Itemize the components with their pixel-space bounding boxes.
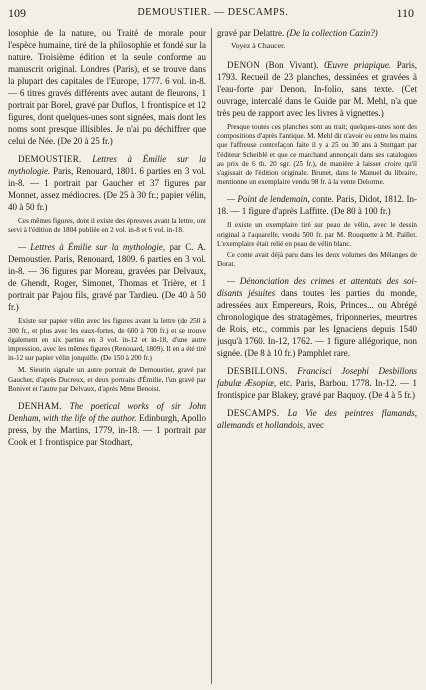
entry-details: par C. A. Demoustier. Paris, Renouard, 1809. 6 parties en 3 vol. in-8. — 36 figures par Moreau, gravées par Delvaux, de Ghendt, Roger, Simonet, Thomas et Trière, et 1 portrait par Pajou fils, gravé par Tardieu. (De 40 à 50 fr.) — [8, 242, 206, 313]
entry-details: Paris, 1793. Recueil de 23 planches, dessinées et gravées à l'eau-forte par Denon. In-folio, sans texte. (Cet ouvrage, intercalé dans le Guide par M. Mehl, n'a que très peu de rapport avec les livres à vignettes.) — [217, 60, 417, 118]
entry-desbillons — [217, 365, 417, 401]
author-title: (Bon Vivant). — [265, 60, 319, 70]
author-name: DESCAMPS. — [227, 408, 280, 419]
cross-reference: Voyez à Chaucer. — [231, 41, 286, 50]
entry-details: Edinburgh, Apollo press, by the Martins, 1779, in-18. — 1 portrait par Cook et 1 frontispice par Stodhart, — [8, 413, 206, 448]
entry-note: Presque toutes ces planches sont au trait; quelques-unes sont des compositions d'après l'antique. M. Mehl dit n'avoir eu entre les mains que l'affreuse contrefaçon faite il y a 25 ou 30 ans à Stuttgart par l'éditeur Scheiblé et que ce marchand annonçait dans ses catalogues au prix de 6 th. 20 sgr. (25 fr.), de manière à laisser croire qu'il s'agissait de l'édition originale. Brunet, dans le Manuel du libraire, mentionne un exemplaire vendu 98 fr. à la vente Delorme. — [217, 123, 417, 187]
entry-note: Ce conte avait déjà paru dans les deux volumes des Mélanges de Dorat. — [217, 251, 417, 269]
collection-reference: (De la collection Cazin?) — [286, 28, 378, 38]
entry-note: M. Sieurin signale un autre portrait de Demoustier, gravé par Gaucher, d'après Ducreux, et deux portraits d'Émilie, l'un gravé par Bonivet et l'autre par Delvaux, d'après Mme Benoist. — [8, 366, 206, 393]
entry-details: conte. Paris, Didot, 1812. In-18. — 1 figure d'après Laffitte. (De 80 à 100 fr.) — [217, 194, 417, 217]
book-title: The poetical works of sir John Denham, with the life of the author. — [8, 401, 206, 424]
entry-demoustier-1801 — [8, 153, 206, 213]
entry-details: Paris, Renouard, 1801. 6 parties en 3 vol. in-8. — 1 portrait par Gaucher et 37 figures par Monnet, assez médiocres. (De 25 à 30 fr.; papier vélin, 40 à 50 fr.) — [8, 166, 206, 212]
page-header — [8, 5, 418, 21]
column-divider — [211, 28, 212, 684]
book-title: Œuvre priapique. — [324, 60, 392, 70]
continued-text: losophie de la nature, ou Traité de morale pour l'espèce humaine, tiré de la philosophie et fondé sur la nature. Troisième édition et la seule conforme au manuscrit original. Londres (Paris), et se trouve dans la plupart des capitales de l'Europe, 1777. 6 vol. in-8. — 6 titres gravés différents avec autant de fleurons, 1 portrait par Borel, gravé par Duflos, 1 frontispice et 12 figures, dont quelques-unes sont signées, mais dont les noms sont presque illisibles. Je n'ai pu déchiffrer que celui de Née. (De 20 à 25 fr.) — [8, 28, 206, 146]
entry-details: dans toutes les parties du monde, adressées aux Empereurs, Rois, Princes... ou Abrégé chronologique des stratagèmes, friponneries, meurtres de Rois, etc., commis par les Ignaciens depuis 1540 jusqu'à 1760. In-12, 1762. — 1 figure allégorique, non signée. (De 8 à 10 fr.) Pamphlet rare. — [217, 288, 417, 359]
author-name: DESBILLONS. — [227, 366, 288, 377]
entry-demoustier-1809 — [8, 241, 206, 313]
page-number-right: 110 — [396, 6, 414, 20]
running-title: DEMOUSTIER. — DESCAMPS. — [137, 7, 289, 18]
author-name: DENON — [227, 60, 260, 70]
left-column — [8, 27, 206, 686]
entry-note: Ces mêmes figures, dont il existe des épreuves avant la lettre, ont servi à l'édition de 1804 publiée en 2 vol. in-8 et 6 vol. in-18. — [8, 217, 206, 235]
book-title: — Lettres à Émilie sur la mythologie, — [18, 242, 166, 253]
book-title: La Vie des peintres flamands, allemands et hollandois, — [217, 408, 417, 431]
entry-denonciation — [217, 275, 417, 359]
entry-descamps — [217, 407, 417, 431]
author-name: DENHAM. — [18, 401, 62, 412]
entry-details: avec — [307, 420, 324, 431]
entry-denham — [8, 400, 206, 448]
book-title: — Point de lendemain, — [227, 194, 310, 205]
entry-details: etc. Paris, Barbou. 1778. In-12. — 1 frontispice par Blakey, gravé par Baquoy. (De 4 à 5 fr.) — [217, 378, 417, 401]
continued-entry — [217, 27, 417, 39]
author-name: DEMOUSTIER. — [18, 154, 82, 164]
book-title: Lettres à Émilie sur la mythologie. — [8, 154, 206, 176]
right-column — [217, 27, 417, 686]
continued-text: gravé par Delattre. — [217, 28, 285, 38]
entry-note: Existe sur papier vélin avec les figures avant la lettre (de 250 à 300 fr., et plus avec les eaux-fortes, de 600 à 700 fr.) et se trouve également en six parties en 3 vol. in-12 et in-18, d'une autre impression, avec les mêmes figures (Renouard, 1809). Il en a été tiré in-12 sur papier vélin jonquille. (De 150 à 200 fr.) — [8, 317, 206, 363]
page-number-left: 109 — [8, 6, 26, 20]
entry-denon-point-de-lendemain — [217, 193, 417, 217]
book-title: Francisci Josephi Desbillons fabulæ Æsopiæ, — [217, 366, 417, 389]
book-title: — Dénonciation des crimes et attentats des soi-disants jésuites — [217, 276, 417, 299]
entry-note: Il existe un exemplaire tiré sur peau de vélin, avec le dessin original à l'aquarelle, vendu 500 fr. par M. Rouquette à M. Paillet. L'exemplaire était relié en peau de vélin blanc. — [217, 221, 417, 248]
continued-entry — [8, 27, 206, 147]
entry-denon-oeuvre — [217, 59, 417, 119]
